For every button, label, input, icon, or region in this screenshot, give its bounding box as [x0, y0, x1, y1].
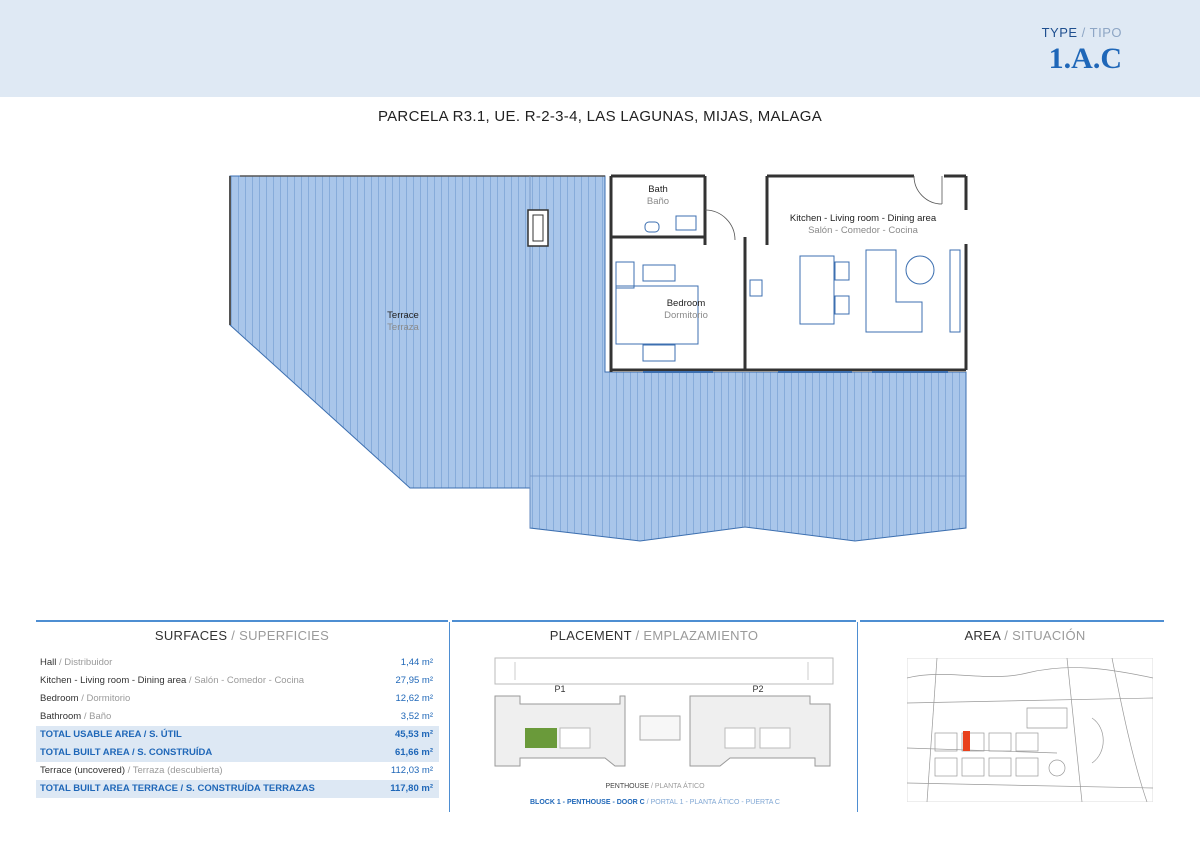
surface-name: Hall [40, 657, 57, 668]
surface-name-es: S. ÚTIL [149, 729, 182, 740]
bath-label-es: Baño [646, 196, 670, 207]
terrace-label: Terrace [387, 310, 419, 321]
surfaces-table [36, 654, 439, 798]
surface-value: 1,44 m² [400, 657, 433, 668]
bedroom-label-es: Dormitorio [664, 310, 708, 321]
kitchen-label-es: Salón - Comedor - Cocina [808, 225, 918, 236]
surface-name-es: Salón - Comedor - Cocina [194, 675, 305, 686]
surface-row: Bedroom / Dormitorio 12,62 m² [36, 690, 439, 708]
terrace-label-es: Terraza [387, 322, 419, 333]
bath-label: Bath [648, 184, 668, 195]
separator [449, 622, 450, 812]
surface-row: TOTAL BUILT AREA TERRACE / S. CONSTRUÍDA TERRAZAS 117,80 m² [36, 780, 439, 798]
surface-name: TOTAL BUILT AREA TERRACE [40, 783, 178, 794]
area-title: AREA / SITUACIÓN [964, 628, 1086, 643]
placement-caption: PENTHOUSE / PLANTA ÁTICO [605, 783, 705, 790]
surface-name: Bathroom [40, 711, 82, 722]
surface-name: Kitchen - Living room - Dining area [40, 675, 187, 686]
surface-name: TOTAL USABLE AREA [40, 729, 142, 740]
placement-location: BLOCK 1 - PENTHOUSE - DOOR C / PORTAL 1 - PLANTA ÁTICO - PUERTA C [530, 799, 780, 806]
surface-value: 117,80 m² [390, 783, 433, 794]
divider [36, 620, 448, 622]
surface-value: 61,66 m² [394, 747, 433, 758]
kitchen-label: Kitchen - Living room - Dining area [789, 213, 937, 224]
surface-row: TOTAL USABLE AREA / S. ÚTIL 45,53 m² [36, 726, 439, 744]
type-code: 1.A.C [1048, 42, 1122, 75]
p1-label: P1 [554, 684, 566, 694]
unit-highlight [525, 728, 557, 748]
surface-name-es: S. CONSTRUÍDA [137, 747, 213, 758]
p2-label: P2 [752, 684, 764, 694]
surface-value: 3,52 m² [400, 711, 433, 722]
surface-name-es: Terraza (descubierta) [132, 765, 223, 776]
type-label: TYPE / TIPO [1041, 25, 1122, 40]
surface-name: TOTAL BUILT AREA [40, 747, 130, 758]
surface-row: Kitchen - Living room - Dining area / Salón - Comedor - Cocina 27,95 m² [36, 672, 439, 690]
surface-row: Terrace (uncovered) / Terraza (descubierta) 112,03 m² [36, 762, 439, 780]
surface-row: Bathroom / Baño 3,52 m² [36, 708, 439, 726]
surface-row: TOTAL BUILT AREA / S. CONSTRUÍDA 61,66 m² [36, 744, 439, 762]
surfaces-title: SURFACES / SUPERFICIES [154, 628, 330, 643]
area-highlight [963, 731, 970, 751]
placement-diagram [490, 656, 835, 774]
surface-name: Terrace (uncovered) [40, 765, 126, 776]
surface-name-es: S. CONSTRUÍDA TERRAZAS [185, 783, 315, 794]
divider [860, 620, 1164, 622]
divider [452, 620, 856, 622]
surface-value: 12,62 m² [395, 693, 433, 704]
bedroom-label: Bedroom [666, 298, 706, 309]
surface-value: 112,03 m² [390, 765, 433, 776]
surface-row: Hall / Distribuidor 1,44 m² [36, 654, 439, 672]
area-map [907, 658, 1153, 802]
surface-name-es: Dormitorio [86, 693, 131, 704]
surface-value: 45,53 m² [394, 729, 433, 740]
address-title: PARCELA R3.1, UE. R-2-3-4, LAS LAGUNAS, MIJAS, MALAGA [377, 108, 823, 125]
surface-name-es: Baño [89, 711, 112, 722]
surface-name: Bedroom [40, 693, 79, 704]
surface-name-es: Distribuidor [64, 657, 113, 668]
surface-value: 27,95 m² [395, 675, 433, 686]
pool [640, 716, 680, 740]
placement-title: PLACEMENT / EMPLAZAMIENTO [549, 628, 759, 643]
